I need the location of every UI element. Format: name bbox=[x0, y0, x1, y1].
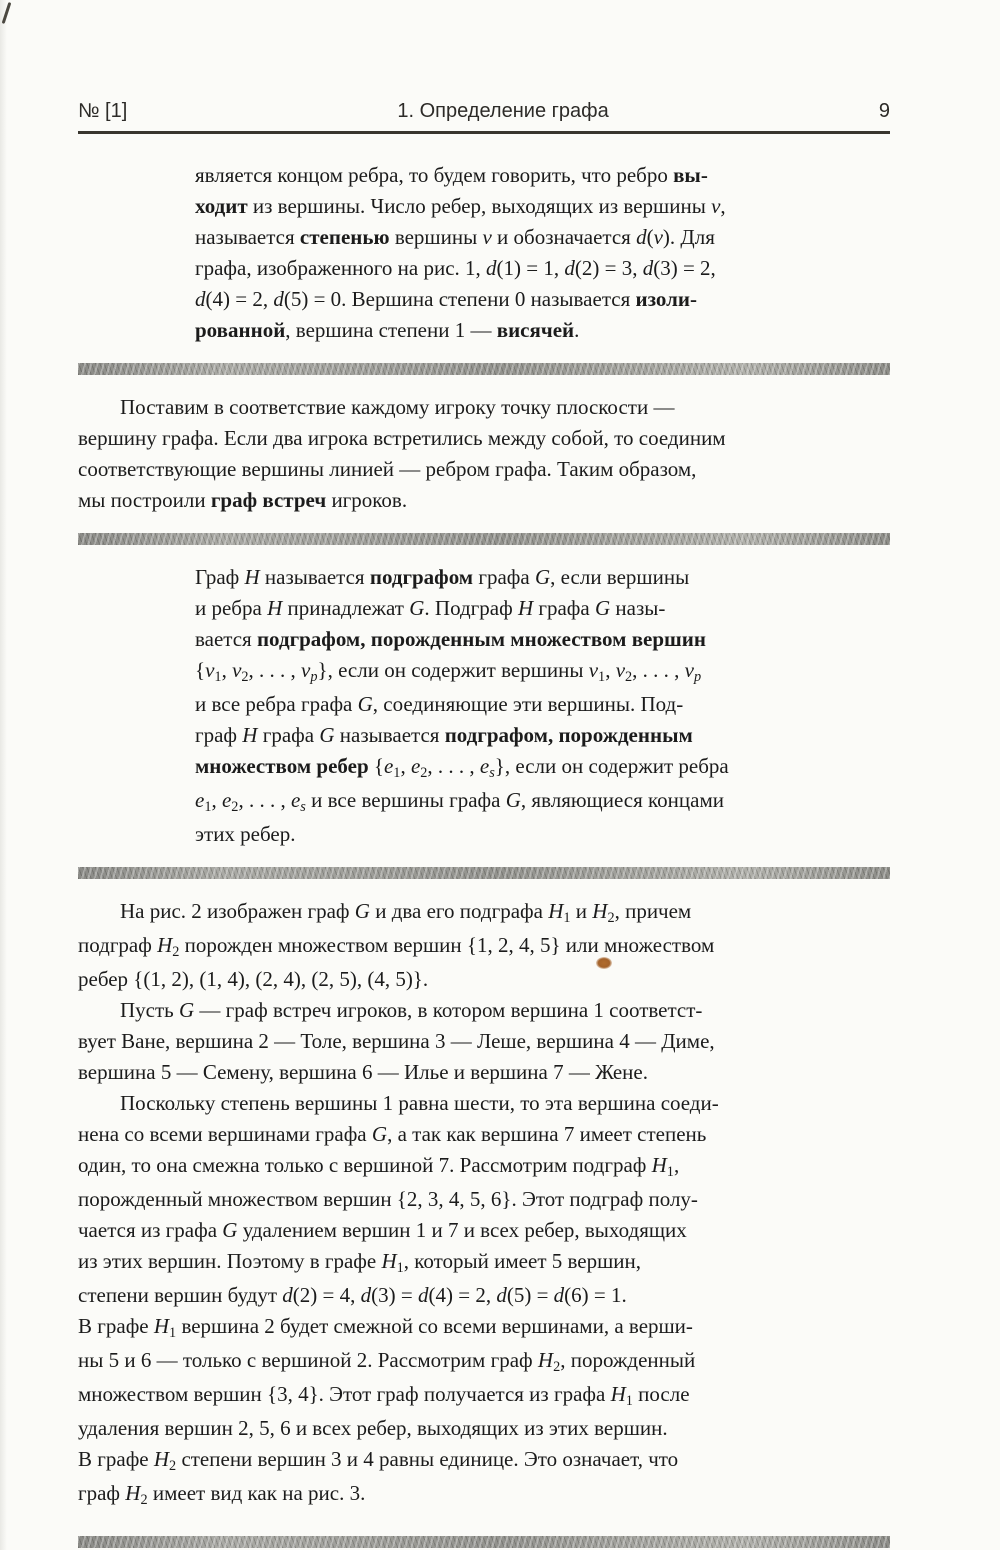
text-run: из этих вершин. Поэтому в графе bbox=[78, 1249, 382, 1273]
text-line bbox=[78, 423, 890, 454]
text-run: e bbox=[479, 754, 490, 778]
text-line bbox=[78, 1345, 890, 1379]
text-line bbox=[78, 1119, 890, 1150]
text-line bbox=[78, 896, 890, 930]
text-run: H bbox=[381, 1249, 397, 1273]
text-run: граф встреч bbox=[210, 488, 327, 512]
text-run: множеством вершин {3, 4}. Этот граф получается из графа bbox=[78, 1382, 611, 1406]
text-run: v bbox=[301, 658, 311, 682]
divider-bar bbox=[78, 363, 890, 375]
text-run: нена со всеми вершинами графа bbox=[78, 1122, 372, 1146]
text-run: имеет вид как на рис. 3. bbox=[147, 1481, 366, 1505]
text-run: соответствующие вершины линией — ребром графа. Таким образом, bbox=[78, 457, 697, 481]
text-run: является концом ребра, то будем говорить, что ребро bbox=[195, 163, 674, 187]
text-run: порожденный множеством вершин {2, 3, 4, 5, 6}. Этот подграф полу- bbox=[78, 1187, 698, 1211]
text-run: игроков. bbox=[326, 488, 408, 512]
text-run: степени вершин 3 и 4 равны единице. Это означает, что bbox=[176, 1447, 679, 1471]
text-run: H bbox=[537, 1348, 554, 1372]
text-run: после bbox=[632, 1382, 690, 1406]
text-run: 2 bbox=[172, 943, 180, 960]
text-run: , являющиеся концами bbox=[520, 788, 724, 812]
text-run: 1 bbox=[396, 1259, 404, 1276]
text-run: 1 bbox=[204, 798, 212, 815]
quote-block bbox=[195, 160, 890, 346]
quote-block bbox=[195, 562, 890, 850]
text-run: d bbox=[273, 287, 284, 311]
text-run: Граф bbox=[195, 565, 245, 589]
text-run: e bbox=[290, 788, 301, 812]
text-run: и два его подграфа bbox=[369, 899, 549, 923]
text-run: G bbox=[222, 1218, 238, 1242]
text-run: ( bbox=[646, 225, 654, 249]
text-run: v bbox=[232, 658, 242, 682]
text-run: d bbox=[282, 1283, 293, 1307]
text-run: H bbox=[242, 723, 258, 747]
text-run: G bbox=[354, 899, 370, 923]
text-run: G bbox=[505, 788, 521, 812]
text-run: графа bbox=[533, 596, 595, 620]
text-run: d bbox=[195, 287, 206, 311]
text-run: вается bbox=[195, 627, 257, 651]
text-run: вует Ване, вершина 2 — Толе, вершина 3 — Леше, вершина 4 — Диме, bbox=[78, 1029, 715, 1053]
text-run: Поставим в соответствие каждому игроку точку плоскости — bbox=[120, 395, 675, 419]
text-run: G bbox=[595, 596, 611, 620]
text-line bbox=[78, 1311, 890, 1345]
text-run: (5) = 0. Вершина степени 0 называется bbox=[283, 287, 636, 311]
text-run: e bbox=[383, 754, 394, 778]
text-run: 1 bbox=[625, 1392, 633, 1409]
paragraph bbox=[78, 995, 890, 1088]
page-body bbox=[78, 160, 890, 1548]
text-line bbox=[195, 624, 890, 655]
divider-bar bbox=[78, 1536, 890, 1548]
text-run: , . . . , bbox=[238, 788, 291, 812]
text-run: называется bbox=[259, 565, 370, 589]
text-run: вы- bbox=[673, 163, 708, 187]
text-run: удаления вершин 2, 5, 6 и всех ребер, выходящих из этих вершин. bbox=[78, 1416, 668, 1440]
text-run: v bbox=[615, 658, 626, 682]
text-run: и ребра bbox=[195, 596, 268, 620]
text-line bbox=[78, 930, 890, 964]
text-run: изоли- bbox=[635, 287, 697, 311]
text-run: H bbox=[244, 565, 260, 589]
text-run: G bbox=[357, 692, 373, 716]
text-run: удалением вершин 1 и 7 и всех ребер, выходящих bbox=[237, 1218, 687, 1242]
text-run: ны 5 и 6 — только с вершиной 2. Рассмотрим граф bbox=[78, 1348, 538, 1372]
text-run: 1 bbox=[563, 909, 571, 926]
text-run: p bbox=[693, 668, 702, 685]
text-line bbox=[78, 1057, 890, 1088]
text-run: . bbox=[574, 318, 580, 342]
text-run: H bbox=[153, 1447, 170, 1471]
text-run: . Подграф bbox=[424, 596, 518, 620]
text-run: d bbox=[553, 1283, 565, 1307]
text-run: v bbox=[711, 194, 721, 218]
text-line bbox=[78, 1246, 890, 1280]
text-run: один, то она смежна только с вершиной 7. Рассмотрим подграф bbox=[78, 1153, 652, 1177]
text-run: 2 bbox=[169, 1457, 177, 1474]
text-run: H bbox=[157, 933, 173, 957]
text-line bbox=[195, 191, 890, 222]
text-run: , bbox=[400, 754, 411, 778]
text-run: графа bbox=[473, 565, 535, 589]
text-run: 1 bbox=[214, 668, 222, 685]
text-run: множеством ребер bbox=[195, 754, 369, 778]
text-line bbox=[78, 1379, 890, 1413]
text-run: 1 bbox=[598, 668, 606, 685]
text-run: , причем bbox=[614, 899, 692, 923]
page-number: 9 bbox=[878, 100, 890, 122]
text-run: , . . . , bbox=[632, 658, 685, 682]
text-run: В графе bbox=[78, 1314, 154, 1338]
text-line bbox=[78, 1150, 890, 1184]
text-run: , bbox=[673, 1153, 680, 1177]
text-line bbox=[195, 222, 890, 253]
text-line bbox=[78, 1444, 890, 1478]
stain-mark bbox=[596, 957, 612, 969]
text-run: Поскольку степень вершины 1 равна шести, то эта вершина соеди- bbox=[120, 1091, 719, 1115]
text-run: G bbox=[319, 723, 335, 747]
text-run: вершину графа. Если два игрока встретились между собой, то соединим bbox=[78, 426, 726, 450]
text-run: (6) = 1. bbox=[564, 1283, 627, 1307]
text-run: (2) = 4, bbox=[292, 1283, 361, 1307]
text-line bbox=[195, 160, 890, 191]
text-run: В графе bbox=[78, 1447, 154, 1471]
paragraph bbox=[78, 1088, 890, 1512]
divider-bar bbox=[78, 533, 890, 545]
text-run: 2 bbox=[241, 668, 249, 685]
text-run: рованной bbox=[195, 318, 286, 342]
text-run: G bbox=[409, 596, 425, 620]
text-run: степенью bbox=[299, 225, 390, 249]
text-line bbox=[78, 995, 890, 1026]
text-line bbox=[78, 964, 890, 995]
paragraph bbox=[78, 896, 890, 995]
text-run: 2 bbox=[420, 764, 428, 781]
text-line bbox=[78, 1280, 890, 1311]
text-run: и обозначается bbox=[491, 225, 637, 249]
text-run: , bbox=[221, 658, 233, 682]
text-run: H bbox=[153, 1314, 170, 1338]
text-run: , . . . , bbox=[427, 754, 480, 778]
text-run: (3) = bbox=[371, 1283, 418, 1307]
text-run: , который имеет 5 вершин, bbox=[403, 1249, 642, 1273]
text-run: подграфом, порожденным множеством вершин bbox=[256, 627, 706, 651]
text-run: , . . . , bbox=[248, 658, 302, 682]
text-run: называется bbox=[334, 723, 445, 747]
text-run: H bbox=[592, 899, 608, 923]
text-run: назы- bbox=[610, 596, 666, 620]
text-run: мы построили bbox=[78, 488, 211, 512]
text-run: 1 bbox=[393, 764, 401, 781]
text-line bbox=[195, 720, 890, 751]
text-run: (5) = bbox=[506, 1283, 554, 1307]
text-run: подграфом, порожденным bbox=[444, 723, 693, 747]
text-run: H bbox=[610, 1382, 626, 1406]
text-run: подграфом bbox=[369, 565, 474, 589]
text-line bbox=[78, 1478, 890, 1512]
text-run: d bbox=[486, 256, 497, 280]
text-line bbox=[195, 315, 890, 346]
text-run: d bbox=[496, 1283, 507, 1307]
text-run: графа bbox=[257, 723, 320, 747]
text-run: 2 bbox=[607, 909, 615, 926]
text-run: , соединяющие эти вершины. Под- bbox=[372, 692, 684, 716]
text-run: чается из графа bbox=[78, 1218, 223, 1242]
text-run: G bbox=[371, 1122, 388, 1146]
text-run: (3) = 2, bbox=[653, 256, 716, 280]
text-run: }, если он содержит ребра bbox=[494, 754, 729, 778]
text-run: , bbox=[211, 788, 222, 812]
text-line bbox=[195, 593, 890, 624]
text-line bbox=[78, 454, 890, 485]
text-run: s bbox=[300, 798, 306, 815]
text-run: этих ребер. bbox=[195, 822, 296, 846]
text-run: s bbox=[489, 764, 495, 781]
text-run: подграф bbox=[78, 933, 158, 957]
page-header bbox=[78, 100, 890, 123]
text-run: { bbox=[368, 754, 384, 778]
text-line bbox=[195, 751, 890, 785]
text-run: На рис. 2 изображен граф bbox=[120, 899, 355, 923]
text-run: H bbox=[651, 1153, 667, 1177]
text-run: , bbox=[720, 194, 726, 218]
text-line bbox=[195, 819, 890, 850]
text-run: 2 bbox=[140, 1491, 148, 1508]
text-run: висячей bbox=[496, 318, 575, 342]
text-run: — граф встреч игроков, в котором вершина 1 соответст- bbox=[194, 998, 703, 1022]
text-line bbox=[195, 562, 890, 593]
text-run: из вершины. Число ребер, выходящих из вершины bbox=[247, 194, 712, 218]
text-run: 2 bbox=[625, 668, 633, 685]
text-run: H bbox=[125, 1481, 141, 1505]
text-run: степени вершин будут bbox=[78, 1283, 283, 1307]
text-run: порожден множеством вершин {1, 2, 4, 5} или множеством bbox=[179, 933, 715, 957]
text-line bbox=[78, 1184, 890, 1215]
text-run: H bbox=[548, 899, 564, 923]
text-run: d bbox=[360, 1283, 372, 1307]
text-run: 1 bbox=[666, 1163, 674, 1180]
text-run: d bbox=[642, 256, 654, 280]
text-run: вершины bbox=[389, 225, 483, 249]
header-rule bbox=[78, 131, 890, 134]
text-run: ). Для bbox=[662, 225, 715, 249]
text-run: (4) = 2, bbox=[205, 287, 274, 311]
text-run: ходит bbox=[195, 194, 248, 218]
text-line bbox=[195, 284, 890, 315]
text-line bbox=[195, 655, 890, 689]
text-run: (1) = 1, bbox=[496, 256, 565, 280]
text-run: e bbox=[195, 788, 205, 812]
divider-bar bbox=[78, 867, 890, 879]
text-run: H bbox=[267, 596, 283, 620]
text-run: и все ребра графа bbox=[195, 692, 358, 716]
text-run: вершина 2 будет смежной со всеми вершинами, а верши- bbox=[176, 1314, 693, 1338]
paragraph bbox=[78, 392, 890, 516]
text-run: вершина 5 — Семену, вершина 6 — Илье и вершина 7 — Жене. bbox=[78, 1060, 648, 1084]
text-line bbox=[195, 253, 890, 284]
text-run: }, если он содержит вершины bbox=[317, 658, 589, 682]
text-run: G bbox=[179, 998, 195, 1022]
text-run: , если вершины bbox=[550, 565, 690, 589]
text-run: графа, изображенного на рис. 1, bbox=[195, 256, 487, 280]
text-run: G bbox=[535, 565, 551, 589]
text-run: граф bbox=[195, 723, 243, 747]
text-run: , порожденный bbox=[560, 1348, 696, 1372]
text-run: и bbox=[570, 899, 593, 923]
text-run: v bbox=[684, 658, 694, 682]
text-run: принадлежат bbox=[282, 596, 410, 620]
text-run: v bbox=[205, 658, 215, 682]
text-line bbox=[195, 689, 890, 720]
text-line bbox=[78, 1026, 890, 1057]
text-run: e bbox=[410, 754, 421, 778]
header-chapter-ref: № [1] bbox=[78, 100, 128, 122]
text-run: p bbox=[310, 668, 318, 685]
text-run: v bbox=[482, 225, 492, 249]
text-run: v bbox=[653, 225, 663, 249]
text-run: , вершина степени 1 — bbox=[285, 318, 497, 342]
text-run: (4) = 2, bbox=[428, 1283, 497, 1307]
text-line bbox=[195, 785, 890, 819]
text-run: e bbox=[221, 788, 232, 812]
text-run: v bbox=[588, 658, 599, 682]
text-run: 2 bbox=[231, 798, 239, 815]
text-run: , bbox=[605, 658, 616, 682]
text-run: d bbox=[564, 256, 575, 280]
text-line bbox=[78, 485, 890, 516]
text-run: { bbox=[195, 658, 206, 682]
text-run: называется bbox=[195, 225, 300, 249]
text-run: ребер {(1, 2), (1, 4), (2, 4), (2, 5), (4, 5)}. bbox=[78, 967, 429, 991]
text-run: d bbox=[636, 225, 647, 249]
text-run: граф bbox=[78, 1481, 126, 1505]
text-run: (2) = 3, bbox=[574, 256, 643, 280]
text-line bbox=[78, 1215, 890, 1246]
running-title: 1. Определение графа bbox=[397, 100, 609, 122]
text-line bbox=[78, 392, 890, 423]
text-line bbox=[78, 1088, 890, 1119]
text-run: 1 bbox=[169, 1324, 177, 1341]
text-run: и все вершины графа bbox=[305, 788, 506, 812]
text-run: H bbox=[517, 596, 534, 620]
text-run: 2 bbox=[553, 1358, 561, 1375]
text-run: d bbox=[417, 1283, 429, 1307]
text-line bbox=[78, 1413, 890, 1444]
text-run: Пусть bbox=[120, 998, 179, 1022]
text-run: , а так как вершина 7 имеет степень bbox=[387, 1122, 707, 1146]
